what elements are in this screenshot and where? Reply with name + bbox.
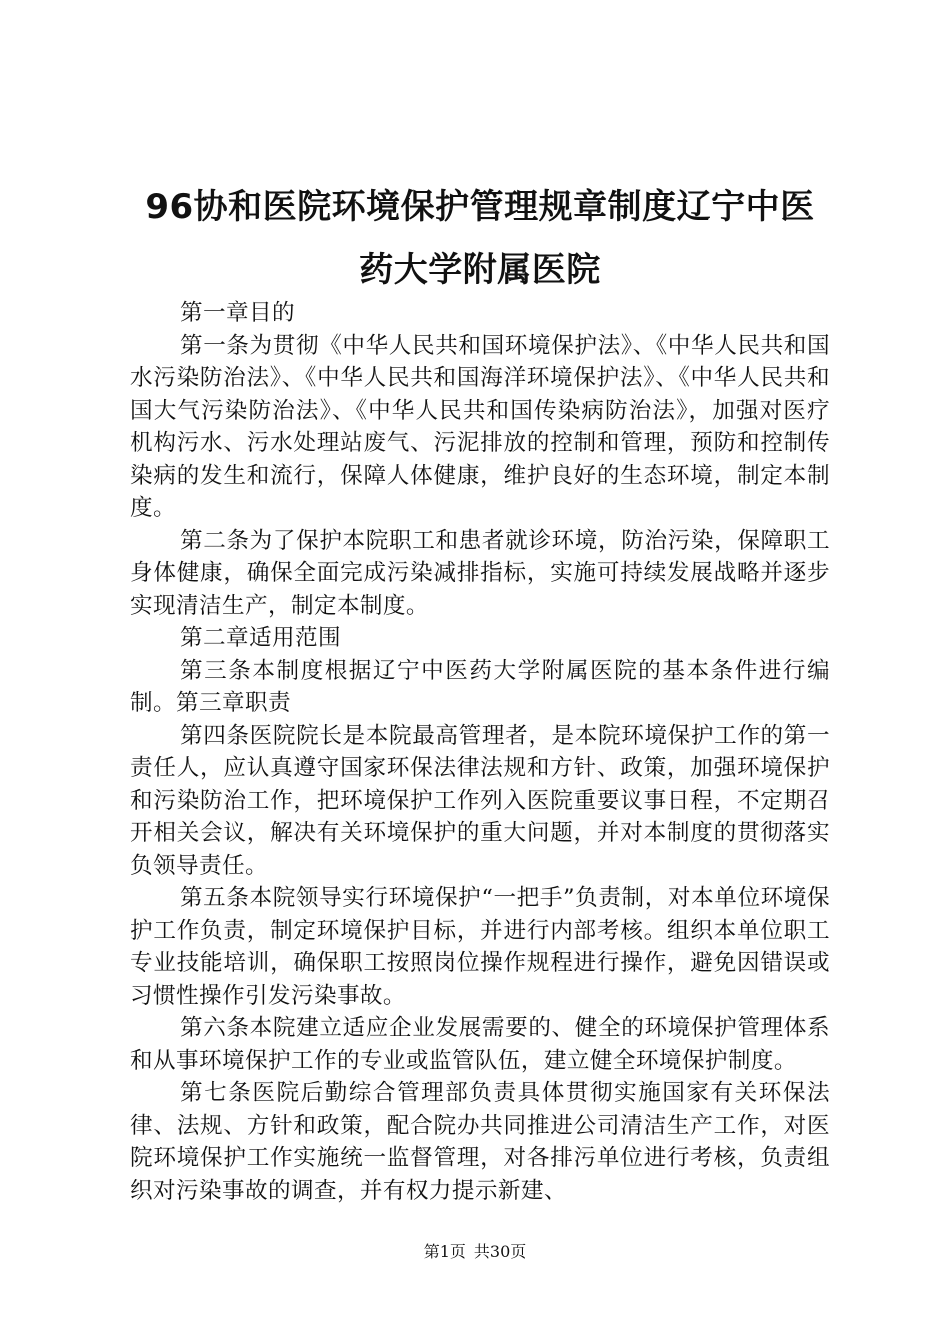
article-paragraph: 第七条医院后勤综合管理部负责具体贯彻实施国家有关环保法律、法规、方针和政策，配合院办共同推进公司清洁生产工作，对医院环境保护工作实施统一监督管理，对各排污单位进行考核，负责组织对污染事故的调查，并有权力提示新建、 — [130, 1080, 830, 1204]
page-total: 共30页 — [473, 1242, 527, 1261]
article-paragraph: 第五条本院领导实行环境保护“一把手”负责制，对本单位环境保护工作负责，制定环境保护目标，并进行内部考核。组织本单位职工专业技能培训，确保职工按照岗位操作规程进行操作，避免因错误或习惯性操作引发污染事故。 — [130, 885, 830, 1009]
title-line-1: 96协和医院环境保护管理规章制度辽宁中医 — [145, 187, 815, 227]
article-paragraph: 第一条为贯彻《中华人民共和国环境保护法》、《中华人民共和国水污染防治法》、《中华人民共和国海洋环境保护法》、《中华人民共和国大气污染防治法》、《中华人民共和国传染病防治法》，加强对医疗机构污水、污水处理站废气、污泥排放的控制和管理，预防和控制传染病的发生和流行，保障人体健康，维护良好的生态环境，制定本制度。 — [130, 332, 830, 521]
article-paragraph: 第三条本制度根据辽宁中医药大学附属医院的基本条件进行编制。第三章职责 — [130, 657, 830, 716]
article-paragraph: 第六条本院建立适应企业发展需要的、健全的环境保护管理体系和从事环境保护工作的专业或监管队伍，建立健全环境保护制度。 — [130, 1015, 830, 1074]
chapter-heading: 第一章目的 — [180, 300, 295, 326]
title-line-2: 药大学附属医院 — [359, 250, 601, 290]
page-footer — [0, 1240, 950, 1264]
document-title — [130, 176, 830, 302]
article-paragraph: 第四条医院院长是本院最高管理者，是本院环境保护工作的第一责任人，应认真遵守国家环保法律法规和方针、政策，加强环境保护和污染防治工作，把环境保护工作列入医院重要议事日程，不定期召开相关会议，解决有关环境保护的重大问题，并对本制度的贯彻落实负领导责任。 — [130, 722, 830, 879]
page-number: 第1页 — [423, 1242, 466, 1261]
article-paragraph: 第二条为了保护本院职工和患者就诊环境，防治污染，保障职工身体健康，确保全面完成污染减排指标，实施可持续发展战略并逐步实现清洁生产，制定本制度。 — [130, 527, 830, 619]
chapter-heading: 第二章适用范围 — [180, 625, 341, 651]
document-body — [130, 297, 830, 1207]
